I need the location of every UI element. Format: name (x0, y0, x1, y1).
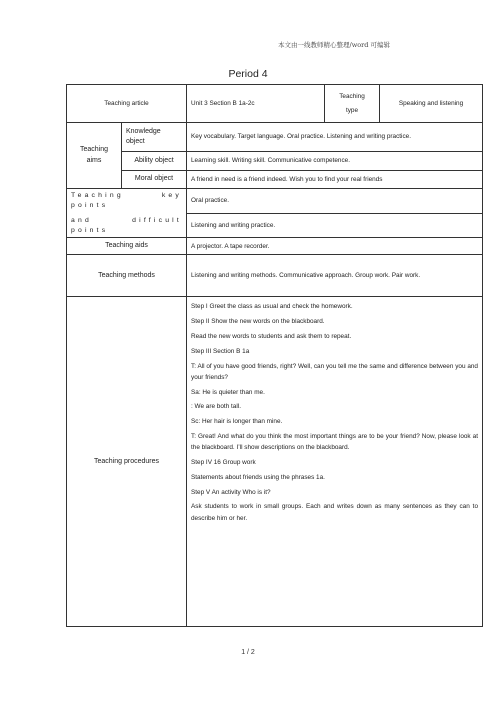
procedure-step: Step I Greet the class as usual and check the homework. (191, 303, 353, 311)
row-knowledge (67, 123, 483, 152)
procedures-list (187, 297, 483, 627)
key-points-label-line2: and difficult points (71, 216, 182, 234)
key-points-label (67, 189, 187, 238)
procedure-step: Ask students to work in small groups. Each and writes down as many sentences as they can to describe him or her. (191, 503, 478, 522)
knowledge-value: Key vocabulary. Target language. Oral practice. Listening and writing practice. (187, 123, 483, 152)
aids-label: Teaching aids (67, 238, 187, 255)
procedure-step: Read the new words to students and ask them to repeat. (191, 332, 352, 340)
moral-label: Moral object (122, 171, 187, 189)
knowledge-label-line2: object (126, 138, 145, 145)
key-points-label-line1: Teaching key points (71, 192, 182, 209)
methods-label: Teaching methods (67, 255, 187, 297)
page-number: 1 / 2 (241, 649, 255, 656)
type-label-line1: Teaching (339, 93, 365, 101)
row-teaching-aids (67, 238, 483, 255)
procedure-step: T: Great! And what do you think the most important things are to be your friend? Now, please look at the blackboard. I’ll show descriptions on the blackboard. (191, 432, 478, 452)
procedure-step: Step II Show the new words on the blackboard. (191, 318, 325, 326)
aims-label (67, 123, 122, 189)
row-key-points (67, 189, 483, 214)
row-teaching-methods (67, 255, 483, 297)
procedure-step: Statements about friends using the phrases 1a. (191, 473, 325, 481)
aims-label-line1: Teaching (79, 146, 109, 154)
procedure-step: T: All of you have good friends, right? Well, can you tell me the same and difference between you and your friends? (191, 362, 478, 381)
type-label-line2: type (345, 106, 359, 114)
procedure-step: Step III Section B 1a (191, 347, 250, 355)
procedures-label: Teaching procedures (67, 297, 187, 627)
methods-value: Listening and writing methods. Communicative approach. Group work. Pair work. (187, 255, 483, 297)
row-teaching-procedures (67, 297, 483, 627)
knowledge-label (122, 123, 187, 152)
article-value: Unit 3 Section B 1a-2c (187, 85, 325, 123)
moral-value: A friend in need is a friend indeed. Wish you to find your real friends (187, 171, 483, 189)
procedure-step: : We are both tall. (191, 403, 241, 411)
type-value: Speaking and listening (380, 85, 483, 123)
row-moral (67, 171, 483, 189)
row-ability (67, 152, 483, 171)
key-points-value-oral: Oral practice. (187, 189, 483, 214)
knowledge-label-line1: Knowledge (126, 127, 161, 135)
procedure-step: Step V An activity Who is it? (191, 488, 271, 496)
procedure-step: Step IV 16 Group work (191, 458, 256, 466)
article-label: Teaching article (67, 85, 187, 123)
key-points-value-listening: Listening and writing practice. (187, 213, 483, 238)
aims-label-line2: aims (86, 156, 102, 164)
type-label (325, 85, 380, 123)
procedure-step: Sa: He is quieter than me. (191, 388, 265, 396)
ability-label: Ability object (122, 152, 187, 171)
aids-value: A projector. A tape recorder. (187, 238, 483, 255)
ability-value: Learning skill. Writing skill. Communicative competence. (187, 152, 483, 171)
procedure-step: Sc: Her hair is longer than mine. (191, 418, 283, 426)
row-teaching-article (67, 85, 483, 123)
header-note: 本文由一线教师精心整理/word 可编辑 (278, 41, 391, 49)
lesson-plan-table (66, 84, 483, 627)
page-title: Period 4 (228, 68, 268, 80)
